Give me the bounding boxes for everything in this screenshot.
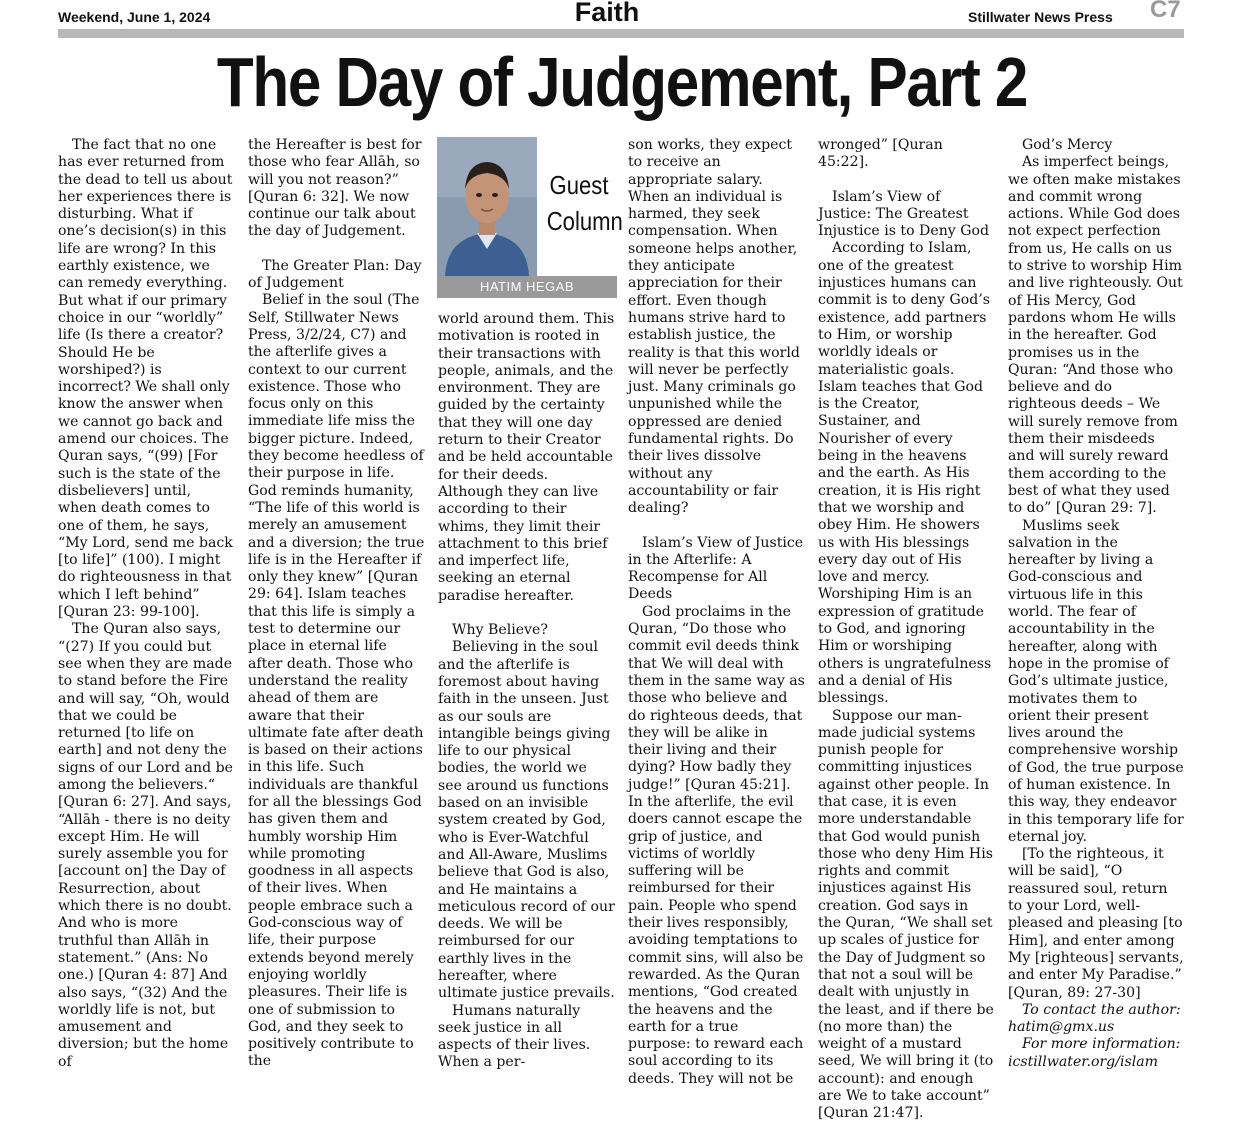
issue-date: Weekend, June 1, 2024 <box>58 9 211 25</box>
paragraph: Belief in the soul (The Self, Stillwater News Press, 3/2/24, C7) and the afterlife gives a context to our current existence. Those who focus only on this immediate life miss the bigger picture. Indeed, they become heedless of their purpose in life. God reminds humanity, “The life of this world is merely an amusement and a diversion; the true life is in the Hereafter if only they knew” [Quran 29: 64]. Islam teaches that this life is simply a test to determine our place in eternal life after death. Those who understand the reality ahead of them are aware that their ultimate fate after death is based on their actions in this life. Such individuals are thankful for all the blessings God has given them and humbly worship Him while promoting goodness in all aspects of their lives. When people embrace such a God-conscious way of life, their purpose extends beyond merely enjoying worldly pleasures. Their life is one of submission to God, and they seek to positively contribute to the <box>248 292 425 1070</box>
section-title: Faith <box>574 0 640 27</box>
author-portrait-image <box>437 137 537 276</box>
subheading: Islam’s View of Justice: The Greatest Injustice is to Deny God <box>818 188 989 240</box>
paragraph: the Hereafter is best for those who fear Allāh, so will you not reason?” [Quran 6: 32]. We now continue our talk about the day of Judgement. <box>248 137 422 240</box>
paragraph: son works, they expect to receive an appropriate salary. When an individual is harmed, they seek compensation. When someone helps another, they anticipate appreciation for their effort. Even though humans strive hard to establish justice, the reality is that this world will never be perfectly just. Many criminals go unpunished while the oppressed are denied fundamental rights. Do their lives dissolve without any accountability or fair dealing? <box>628 137 800 517</box>
paragraph: The Quran also says, “(27) If you could but see when they are made to stand before the Fire and will say, “Oh, would that we could be returned [to life on earth] and not deny the signs of our Lord and be among the believers.“ [Quran 6: 27]. And says, “Allāh - there is no deity except Him. He will surely assemble you for [account on] the Day of Resurrection, about which there is no doubt. And who is more truthful than Allāh in statement.” (Ans: No one.) [Quran 4: 87] And also says, “(32) And the worldly life is not, but amusement and diversion; but the home of <box>58 621 233 1070</box>
article-column-1 <box>58 137 233 1071</box>
paragraph: wronged” [Quran 45:22]. <box>818 137 943 171</box>
article-column-6 <box>1008 137 1184 1071</box>
paragraph: Believing in the soul and the afterlife is foremost about having faith in the unseen. Just as our souls are intangible beings giving life to our physical bodies, the world we see around us functions based on an invisible system created by God, who is Ever-Watchful and All-Aware, Muslims believe that God is also, and He maintains a meticulous record of our deeds. We will be reimbursed for our earthly lives in the hereafter, where ultimate justice prevails. <box>438 639 615 1002</box>
paragraph: Suppose our man-made judicial systems punish people for committing injustices against other people. In that case, it is even more understandable that God would punish those who deny Him His rights and commit injustices against His creation. God says in the Quran, “We shall set up scales of justice for the Day of Judgment so that not a soul will be dealt with unjustly in the least, and if there be (no more than) the weight of a mustard seed, We will bring it (to account): and enough are We to take account” [Quran 21:47]. <box>818 707 994 1122</box>
article-headline: The Day of Judgement, Part 2 <box>216 43 1028 121</box>
author-contact: To contact the author: hatim@gmx.us <box>1008 1001 1181 1036</box>
paragraph: As imperfect beings, we often make mistakes and commit wrong actions. While God does not expect perfection from us, He calls on us to strive to worship Him and live righteously. Out of His Mercy, God pardons whom He wills in the hereafter. God promises us in the Quran: “And those who believe and do righteous deeds – We will surely remove from them their misdeeds and will surely reward them according to the best of what they used to do” [Quran 29: 7]. <box>1008 154 1183 517</box>
article-column-4 <box>628 137 805 1088</box>
guest-label-line: Guest <box>549 170 609 200</box>
article-column-5 <box>818 137 995 1123</box>
paragraph: [To the righteous, it will be said], “O reassured soul, return to your Lord, well-pleased and pleasing [to Him], and enter among My [righteous] servants, and enter My Paradise.” [Quran, 89: 27-30] <box>1008 846 1184 1001</box>
more-info: For more information: icstillwater.org/islam <box>1008 1036 1181 1070</box>
paragraph: Muslims seek salvation in the hereafter by living a God-conscious and virtuous life in this world. The fear of accountability in the hereafter, along with hope in the promise of God’s ultimate justice, motivates them to orient their present lives around the comprehensive worship of God, the true purpose of human existence. In this way, they endeavor in this temporary life for eternal joy. <box>1008 517 1184 845</box>
subheading: Islam’s View of Justice in the Afterlife: A Recompense for All Deeds <box>628 534 804 603</box>
guest-column-box <box>437 137 623 298</box>
page-number: C7 <box>1150 0 1181 23</box>
subheading: Why Believe? <box>452 622 548 639</box>
paragraph: God proclaims in the Quran, “Do those who commit evil deeds think that We will deal with them in the same way as those who believe and do righteous deeds, that they will be alike in their living and their dying? How badly they judge!” [Quran 45:21]. In the afterlife, the evil doers cannot escape the grip of justice, and victims of worldly suffering will be reimbursed for their pain. People who spend their lives responsibly, avoiding temptations to commit sins, will also be rewarded. As the Quran mentions, “God created the heavens and the earth for a true purpose: to reward each soul according to its deeds. They will not be <box>628 603 805 1087</box>
paragraph: The fact that no one has ever returned from the dead to tell us about her experiences there is disturbing. What if one’s decision(s) in this life are wrong? In this earthly existence, we can remedy everything. But what if our primary choice in our “worldly” life (Is there a creator? Should He be worshiped?) is incorrect? We shall only know the answer when we cannot go back and amend our choices. The Quran says, “(99) [For such is the state of the disbelievers] until, when death comes to one of them, he says, “My Lord, send me back [to life]” (100). I might do righteousness in that which I left behind” [Quran 23: 99-100]. <box>58 137 233 621</box>
author-photo <box>437 137 537 276</box>
article-column-2 <box>248 137 425 1071</box>
newspaper-name: Stillwater News Press <box>968 9 1113 25</box>
subheading: God’s Mercy <box>1022 137 1113 153</box>
column-label-line: Column <box>546 206 623 236</box>
paragraph: world around them. This motivation is rooted in their transactions with people, animals, and the environment. They are guided by the certainty that they will one day return to their Creator and be held accountable for their deeds. Although they can live according to their whims, they limit their attachment to this brief and imperfect life, seeking an eternal paradise hereafter. <box>438 311 615 604</box>
header-rule <box>58 29 1184 38</box>
article-column-3 <box>438 311 615 1072</box>
paragraph: Humans naturally seek justice in all aspects of their lives. When a per- <box>438 1002 591 1071</box>
subheading: The Greater Plan: Day of Judgement <box>248 257 422 292</box>
author-name: HATIM HEGAB <box>437 276 617 298</box>
paragraph: According to Islam, one of the greatest injustices humans can commit is to deny God’s existence, add partners to Him, or worship worldly ideals or materialistic goals. Islam teaches that God is the Creator, Sustainer, and Nourisher of every being in the heavens and the earth. As His creation, it is His right that we worship and obey Him. He showers us with His blessings every day out of His love and mercy. Worshiping Him is an expression of gratitude to God, and ignoring Him or worshiping others is ungratefulness and a denial of His blessings. <box>818 240 992 707</box>
guest-column-label <box>546 167 623 239</box>
